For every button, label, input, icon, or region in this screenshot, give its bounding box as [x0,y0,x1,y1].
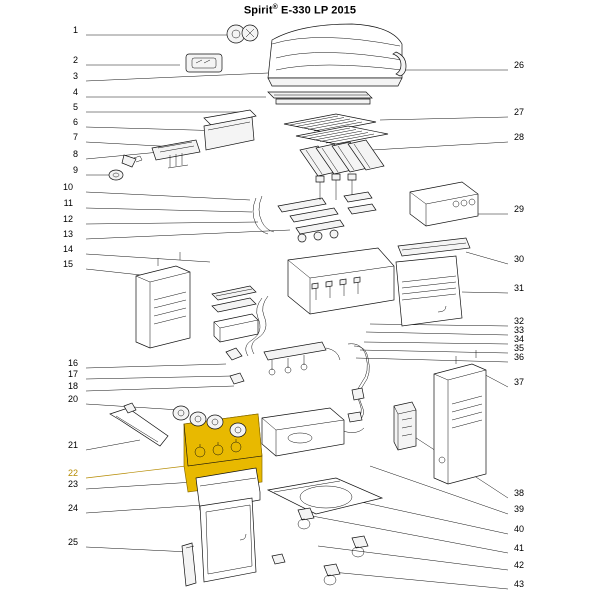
part-leg [182,543,196,586]
callout-number-13: 13 [62,229,73,239]
callout-number-4: 4 [72,87,78,97]
callout-number-42: 42 [514,560,525,570]
callout-number-39: 39 [514,504,525,514]
title-model: E-330 LP 2015 [277,4,357,17]
part-catch-pan [262,408,344,456]
callout-number-40: 40 [514,524,525,534]
part-side-frame-left [136,252,190,348]
callout-number-10: 10 [62,182,73,192]
callout-number-38: 38 [514,488,525,498]
title-brand: Spirit [243,4,273,17]
callout-number-20: 20 [67,394,78,404]
part-side-frame-right [434,350,486,484]
callout-number-21: 21 [67,440,78,450]
part-hose-regulator [340,344,369,433]
callout-number-11: 11 [63,198,73,208]
callout-number-33: 33 [514,325,525,335]
callout-number-3: 3 [72,71,78,81]
callout-number-7: 7 [72,132,78,142]
part-lid-assembly [227,24,406,86]
part-thermometer [186,54,222,72]
part-door-panel [396,256,462,326]
callout-number-12: 12 [62,214,73,224]
part-side-table-assembly [152,110,256,168]
callout-number-24: 24 [67,503,78,513]
callout-number-37: 37 [514,377,525,387]
callout-number-16: 16 [67,358,78,368]
callout-number-18: 18 [67,381,78,391]
callout-number-15: 15 [62,259,73,269]
callout-number-41: 41 [514,543,525,553]
callout-number-2: 2 [72,55,78,65]
callout-number-6: 6 [72,117,78,127]
part-round-table [268,478,382,514]
callout-number-14: 14 [62,244,73,254]
part-side-burner-box [410,182,478,226]
callout-number-17: 17 [67,369,78,379]
part-regulator-block [394,402,416,450]
callout-number-32: 32 [514,316,525,326]
callout-number-23: 23 [67,479,78,489]
callout-number-26: 26 [514,60,525,70]
callout-number-34: 34 [514,334,525,344]
registered-mark: ® [272,4,278,11]
callout-number-35: 35 [514,343,525,353]
leader-line-highlight-22 [86,466,186,478]
callout-number-5: 5 [72,102,78,112]
callout-number-30: 30 [514,254,525,264]
callout-number-8: 8 [72,149,78,159]
part-lower-panel [196,468,260,582]
part-warming-bar [398,238,470,256]
callout-number-1: 1 [72,25,78,35]
callout-number-28: 28 [514,132,525,142]
part-cooking-grates [284,114,388,144]
callout-number-31: 31 [514,283,525,293]
part-grease-trays [212,286,258,342]
part-burner-tubes [253,174,376,242]
callout-number-27: 27 [514,107,525,117]
part-flavorizer-bars [300,140,384,176]
part-cookbox [288,248,394,314]
callout-number-9: 9 [72,165,78,175]
part-heat-shield-bar [268,92,372,104]
callout-number-43: 43 [514,579,525,589]
part-shelf-bracket [110,403,168,446]
callout-number-36: 36 [514,352,525,362]
callout-number-25: 25 [67,537,78,547]
callout-number-29: 29 [514,204,525,214]
part-small-clips [109,155,142,180]
callout-number-22: 22 [67,468,78,478]
